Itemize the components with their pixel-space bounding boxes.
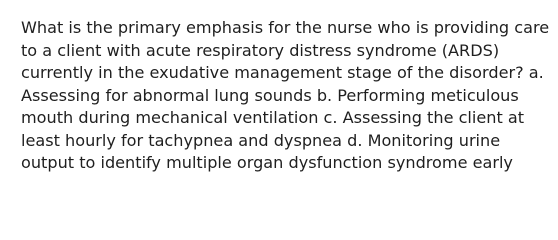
question-line: currently in the exudative management stage of the disorder? a. (21, 63, 544, 82)
question-line: Assessing for abnormal lung sounds b. Performing meticulous (21, 85, 519, 105)
question-line: output to identify multiple organ dysfunction syndrome early (21, 153, 513, 172)
question-line: What is the primary emphasis for the nurse who is providing care (21, 18, 550, 37)
question-line: mouth during mechanical ventilation c. Assessing the client at (21, 108, 525, 127)
question-line: to a client with acute respiratory distress syndrome (ARDS) (21, 40, 500, 60)
question-line: least hourly for tachypnea and dyspnea d. Monitoring urine (21, 130, 501, 150)
question-text (21, 17, 551, 175)
